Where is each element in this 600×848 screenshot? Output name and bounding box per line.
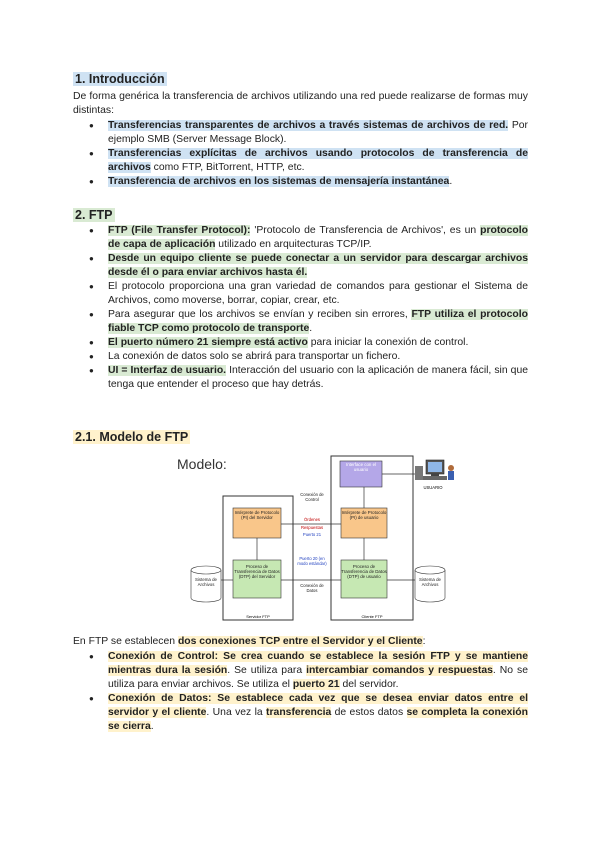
- interface-label-wrap: [340, 462, 382, 486]
- section-heading-modelo-ftp: 2.1. Modelo de FTP: [75, 430, 189, 444]
- server-label: Servidor FTP: [246, 614, 270, 619]
- dtp-server-label-wrap: [233, 564, 281, 596]
- data-conn-label: Conexión de Datos: [300, 583, 324, 593]
- fs-right-label-wrap: [415, 577, 445, 599]
- user-label: USUARIO: [423, 485, 443, 490]
- interface-label: Interface con el usuario: [345, 462, 377, 472]
- pi-client-label-wrap: [341, 510, 387, 538]
- section-heading-ftp: 2. FTP: [75, 208, 113, 222]
- intro-paragraph: De forma genérica la transferencia de archivos utilizando una red puede realizarse de formas muy distintas:: [73, 91, 528, 116]
- list-item: ● Conexión de Control: Se crea cuando se establece la sesión FTP y se mantiene mientras dura la sesión. Se utiliza para intercambiar comandos y respuestas. No se utiliza para enviar archivos. Se utiliza el puerto 21 del servidor.: [73, 650, 528, 692]
- list-item: ● UI = Interfaz de usuario. Interacción del usuario con la aplicación de manera fácil, sin que tenga que entender el proceso que hay detrás.: [73, 364, 528, 392]
- fs-left-label: Sistema de Archivos: [195, 577, 217, 587]
- section1-bullet-list: [73, 119, 528, 189]
- dtp-client-label: Proceso de Transferencia de Datos (DTP) de usuario: [341, 564, 387, 579]
- port20-label: Puerto 20 (en modo estándar): [297, 556, 327, 566]
- fs-right-label: Sistema de Archivos: [419, 577, 441, 587]
- orders-label: Órdenes: [303, 517, 321, 522]
- diagram-title: Modelo:: [177, 456, 227, 472]
- fs-left-label-wrap: [191, 577, 221, 599]
- client-label: Cliente FTP: [361, 614, 383, 619]
- list-item: ● La conexión de datos solo se abrirá para transportar un fichero.: [73, 350, 528, 364]
- list-item: ● Desde un equipo cliente se puede conectar a un servidor para descargar archivos desde él o para enviar archivos hasta él.: [73, 252, 528, 280]
- pi-server-label-wrap: [233, 510, 281, 538]
- port20-label-wrap: [295, 556, 329, 578]
- pi-client-label: Intérprete de Protocolo (PI) de usuario: [341, 510, 387, 520]
- replies-label: Respuestas: [300, 525, 324, 530]
- list-item: ● Para asegurar que los archivos se envían y reciben sin errores, FTP utiliza el protocolo fiable TCP como protocolo de transporte.: [73, 308, 528, 336]
- list-item: ● El protocolo proporciona una gran variedad de comandos para gestionar el Sistema de Archivos, como moverse, borrar, copiar, crear, etc.: [73, 280, 528, 308]
- section2-bullet-list: [73, 224, 528, 392]
- control-label: Conexión de Control: [300, 492, 324, 502]
- pi-server-label: Intérprete de Protocolo (PI) del Servidor: [234, 510, 280, 520]
- list-item: ● Conexión de Datos: Se establece cada vez que se desea enviar datos entre el servidor y el cliente. Una vez la transferencia de estos datos se completa la conexión se cierra.: [73, 692, 528, 734]
- ftp-model-diagram: [175, 452, 465, 624]
- connections-intro: En FTP se establecen dos conexiones TCP entre el Servidor y el Cliente:: [73, 636, 426, 647]
- control-label-wrap: [295, 492, 329, 516]
- connections-bullet-list: [73, 650, 528, 734]
- list-item: ● Transferencias transparentes de archivos a través sistemas de archivos de red. Por ejemplo SMB (Server Message Block).: [73, 119, 528, 147]
- list-item: ● El puerto número 21 siempre está activo para iniciar la conexión de control.: [73, 336, 528, 350]
- dtp-client-label-wrap: [341, 564, 387, 596]
- data-conn-label-wrap: [295, 583, 329, 597]
- list-item: ● Transferencia de archivos en los sistemas de mensajería instantánea.: [73, 175, 528, 189]
- list-item: ● Transferencias explícitas de archivos usando protocolos de transferencia de archivos como FTP, BitTorrent, HTTP, etc.: [73, 147, 528, 175]
- dtp-server-label: Proceso de Transferencia de Datos (DTP) del Servidor: [234, 564, 280, 579]
- list-item: ● FTP (File Transfer Protocol): 'Protocolo de Transferencia de Archivos', es un protocolo de capa de aplicación utilizado en arquitecturas TCP/IP.: [73, 224, 528, 252]
- section-heading-introduccion: 1. Introducción: [75, 72, 165, 86]
- port21-label: Puerto 21: [302, 532, 322, 537]
